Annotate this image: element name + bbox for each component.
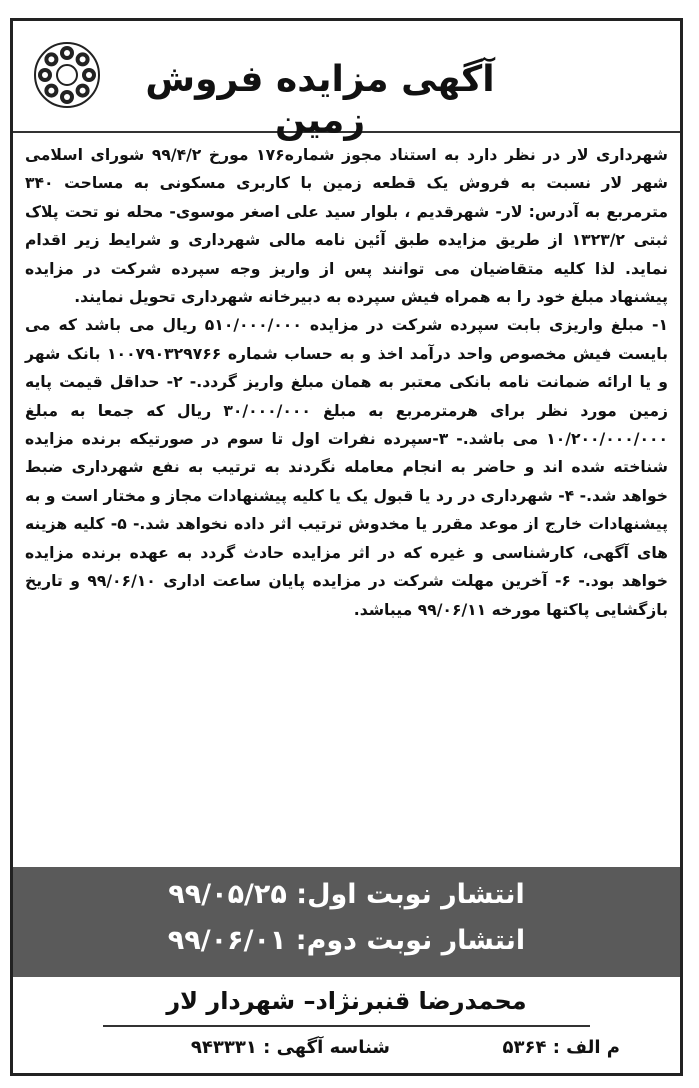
publish-first-date: انتشار نوبت اول: ۹۹/۰۵/۲۵ bbox=[168, 879, 525, 910]
signer-name: محمدرضا قنبرنژاد– شهردار لار bbox=[166, 987, 527, 1015]
reference-number: م الف : ۵۳۶۴ bbox=[502, 1037, 620, 1058]
notice-frame bbox=[10, 18, 683, 1076]
municipality-emblem-icon bbox=[31, 39, 103, 111]
conditions-paragraph: ۱- مبلغ واریزی بابت سپرده شرکت در مزایده ۵۱۰/۰۰۰/۰۰۰ ریال می باشد که می بایست فیش مخصوص واحد درآمد اخذ و به حساب شماره ۱۰۰۷۹۰۳۲۹۷۶۶ بانک شهر و یا ارائه ضمانت نامه بانکی معتبر به همان مبلغ واریز گردد.- ۲- حداقل قیمت پایه زمین مورد نظر برای هرمترمربع به مبلغ ۳۰/۰۰۰/۰۰۰ ریال که جمعا به مبلغ ۱۰/۲۰۰/۰۰۰/۰۰۰ می باشد.- ۳-سپرده نفرات اول تا سوم در صورتیکه برنده مزایده شناخته شده اند و حاضر به انجام معامله نگردند به ترتیب به نفع شهرداری ضبط خواهد شد.- ۴- شهرداری در رد یا قبول یک یا کلیه پیشنهادات مجاز و مختار است و به پیشنهادات خارج از موعد مقرر یا مخدوش ترتیب اثر داده نخواهد شد.- ۵- کلیه هزینه های آگهی، کارشناسی و غیره که در اثر مزایده حادث گردد به عهده برنده مزایده خواهد بود.- ۶- آخرین مهلت شرکت در مزایده پایان ساعت اداری ۹۹/۰۶/۱۰ و تاریخ بازگشایی پاکتها مورخه ۹۹/۰۶/۱۱ میباشد. bbox=[25, 316, 669, 619]
notice-body bbox=[25, 141, 668, 624]
notice-footer bbox=[13, 1035, 680, 1067]
publish-dates-box bbox=[13, 867, 680, 977]
footer-divider bbox=[103, 1025, 590, 1027]
notice-title: آگهی مزایده فروش زمین bbox=[145, 59, 495, 141]
notice-id: شناسه آگهی : ۹۴۳۳۳۱ bbox=[190, 1037, 390, 1058]
notice-header bbox=[13, 21, 680, 141]
intro-paragraph: شهرداری لار در نظر دارد به استناد مجوز شماره۱۷۶ مورخ ۹۹/۴/۲ شورای اسلامی شهر لار نسبت به فروش یک قطعه زمین با کاربری مسکونی به مساحت ۳۴۰ مترمربع به آدرس: لار- شهرقدیم ، بلوار سید علی اصغر موسوی- محله نو تحت پلاک ثبتی ۱۳۲۳/۲ از طریق مزایده طبق آئین نامه مالی شهرداری و شرایط زیر اقدام نماید. لذا کلیه متقاضیان می توانند پس از واریز وجه سپرده شرکت در مزایده پیشنهاد مبلغ خود را به همراه فیش سپرده به دبیرخانه شهرداری تحویل نمایند. bbox=[25, 146, 668, 307]
publish-second-date: انتشار نوبت دوم: ۹۹/۰۶/۰۱ bbox=[167, 925, 526, 956]
